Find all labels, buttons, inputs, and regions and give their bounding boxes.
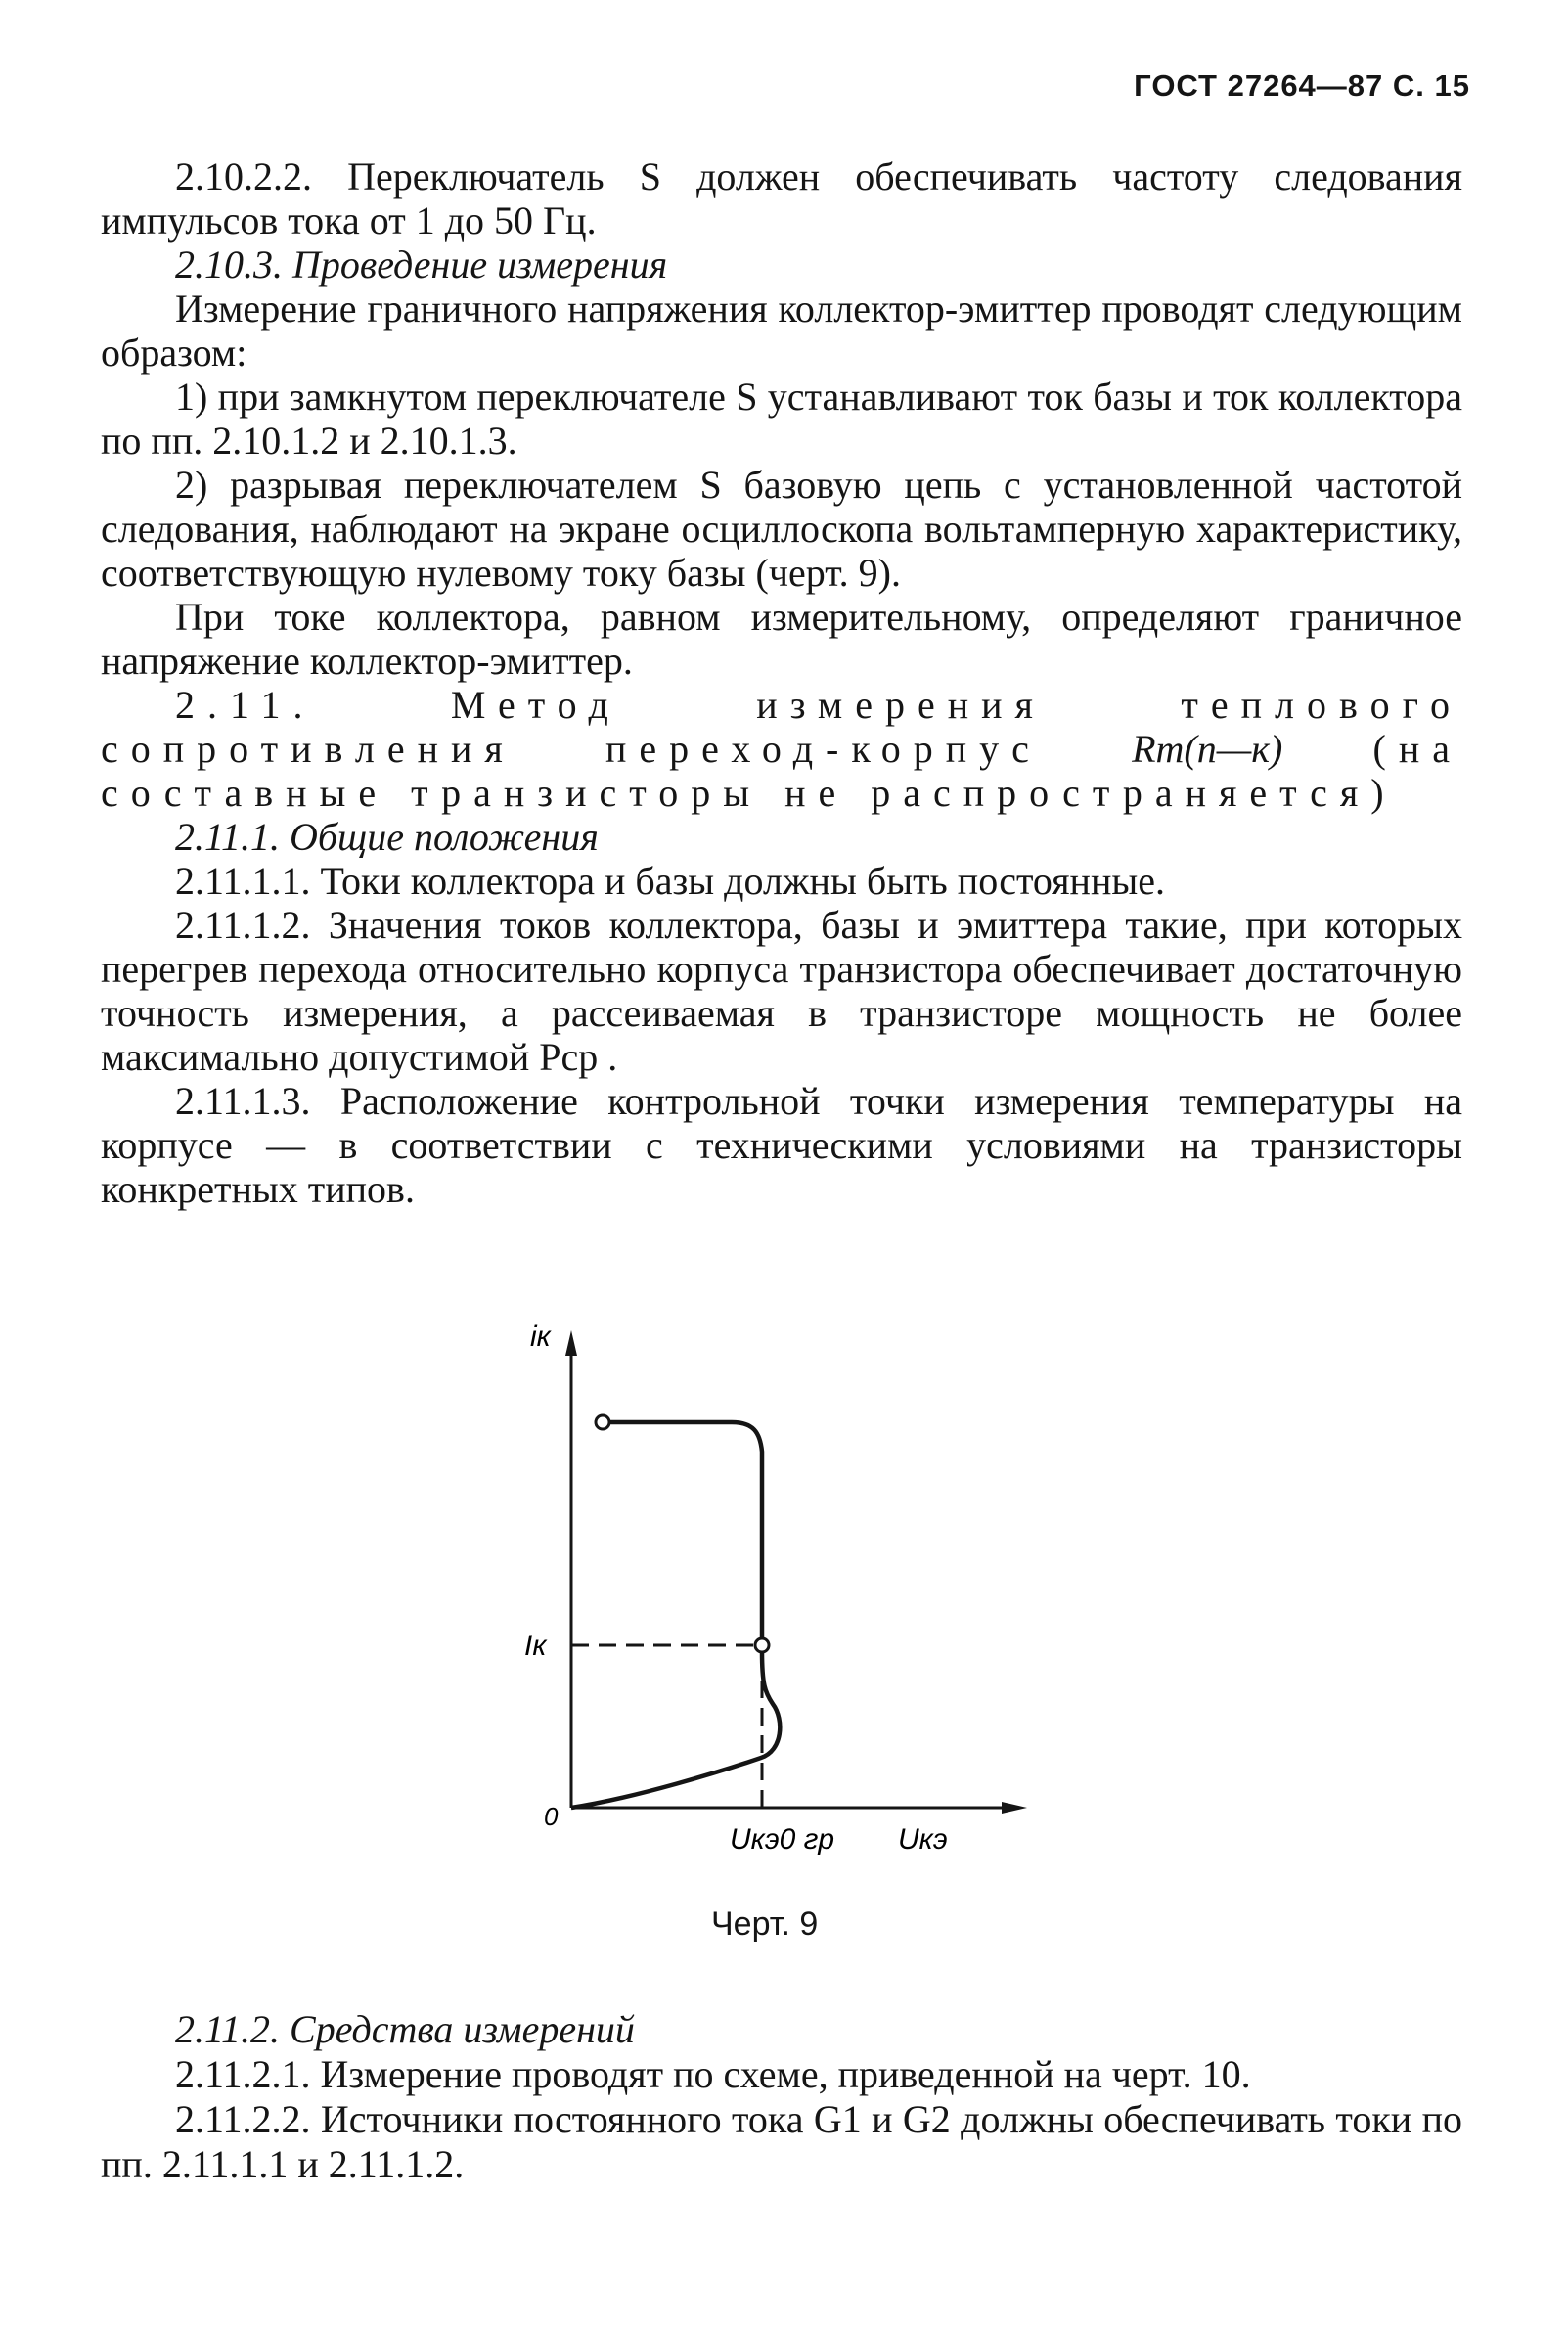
document-body-bottom [101, 2007, 1462, 2187]
x-axis-arrow [1002, 1802, 1027, 1814]
paragraph-step-2: 2) разрывая переключателем S базовую цепь с установленной частотой следования, наблюдают на экране осциллоскопа вольтамперную характеристику, соответствующую нулевому току базы (черт. 9). [101, 463, 1462, 595]
origin-label: 0 [544, 1802, 559, 1831]
paragraph-2-11-1-1: 2.11.1.1. Токи коллектора и базы должны быть постоянные. [175, 859, 1165, 903]
uk-label: Uкэ0 гр [730, 1823, 835, 1856]
page-header: ГОСТ 27264—87 С. 15 [1134, 68, 1470, 103]
volt-ampere-curve-lower [571, 1651, 780, 1808]
paragraph-2-11-1-2: 2.11.1.2. Значения токов коллектора, базы и эмиттера такие, при которых перегрев перехода относительно корпуса транзистора обеспечивает достаточную точность измерения, а рассеиваемая в транзисторе мощность не более максимально допустимой Pср . [101, 903, 1462, 1079]
ik-marker [755, 1638, 769, 1652]
figure-9-caption: Черт. 9 [711, 1905, 819, 1943]
thermal-resistance-symbol: Rт(п—к) [1132, 727, 1283, 771]
paragraph-2-11-2-1: 2.11.2.1. Измерение проводят по схеме, приведенной на черт. 10. [175, 2052, 1251, 2096]
heading-2-11-tail: (на составные транзисторы не распространяется) [101, 727, 1462, 815]
figure-9 [509, 1321, 1056, 1898]
y-axis-arrow [565, 1330, 577, 1356]
x-axis-label: Uкэ [898, 1823, 948, 1856]
heading-2-11 [101, 683, 1462, 815]
paragraph-2-10-2-2: 2.10.2.2. Переключатель S должен обеспечивать частоту следования импульсов тока от 1 до 50 Гц. [101, 155, 1462, 243]
paragraph-boundary-voltage: При токе коллектора, равном измерительному, определяют граничное напряжение коллектор-эмиттер. [101, 595, 1462, 683]
heading-2-10-3: 2.10.3. Проведение измерения [175, 243, 668, 287]
ik-label: Iк [524, 1630, 547, 1662]
heading-2-11-1: 2.11.1. Общие положения [175, 815, 599, 859]
heading-2-11-main: 2.11. Метод измерения теплового сопротивления переход-корпус [101, 683, 1462, 771]
heading-2-11-2: 2.11.2. Средства измерений [175, 2007, 635, 2051]
paragraph-2-11-1-3: 2.11.1.3. Расположение контрольной точки измерения температуры на корпусе — в соответствии с техническими условиями на транзисторы конкретных типов. [101, 1079, 1462, 1211]
document-body-top [101, 155, 1462, 1211]
figure-9-diagram [509, 1321, 1056, 1898]
volt-ampere-curve-upper [603, 1422, 762, 1639]
paragraph-measurement-intro: Измерение граничного напряжения коллектор-эмиттер проводят следующим образом: [101, 287, 1462, 375]
paragraph-2-11-2-2: 2.11.2.2. Источники постоянного тока G1 и G2 должны обеспечивать токи по пп. 2.11.1.1 и 2.11.1.2. [101, 2097, 1462, 2186]
y-axis-label: iк [530, 1321, 551, 1353]
paragraph-step-1: 1) при замкнутом переключателе S устанавливают ток базы и ток коллектора по пп. 2.10.1.2 и 2.10.1.3. [101, 375, 1462, 463]
curve-start-marker [596, 1415, 609, 1429]
